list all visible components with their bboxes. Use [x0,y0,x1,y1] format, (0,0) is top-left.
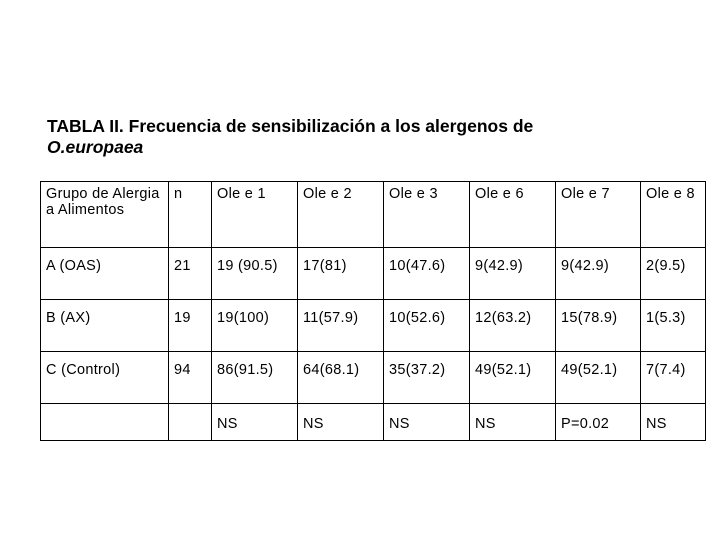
table-cell [169,404,212,441]
header-cell-ole-e-2: Ole e 2 [298,182,384,248]
header-cell-ole-e-3: Ole e 3 [384,182,470,248]
table-row [41,352,706,404]
table-cell: 15(78.9) [556,300,641,352]
table-cell: 86(91.5) [212,352,298,404]
table-cell: 94 [169,352,212,404]
header-cell-ole-e-8: Ole e 8 [641,182,706,248]
table-cell: 10(47.6) [384,248,470,300]
header-cell-ole-e-1: Ole e 1 [212,182,298,248]
table-cell: 64(68.1) [298,352,384,404]
caption-text: TABLA II. Frecuencia de sensibilización a los alergenos de [47,116,534,136]
table-cell: 19(100) [212,300,298,352]
sensitization-table [40,181,706,441]
table-cell: 19 (90.5) [212,248,298,300]
table-cell: 10(52.6) [384,300,470,352]
caption-species: O.europaea [47,137,144,157]
table-cell: 19 [169,300,212,352]
table-cell: 9(42.9) [556,248,641,300]
table-row [41,300,706,352]
header-cell-n: n [169,182,212,248]
significance-row [41,404,706,441]
table-cell: B (AX) [41,300,169,352]
table-cell: 49(52.1) [556,352,641,404]
table-cell: 12(63.2) [470,300,556,352]
header-cell-group: Grupo de Alergia a Alimentos [41,182,169,248]
table-cell: P=0.02 [556,404,641,441]
table-cell: NS [470,404,556,441]
table-cell: C (Control) [41,352,169,404]
header-cell-ole-e-7: Ole e 7 [556,182,641,248]
table-cell: NS [212,404,298,441]
table-cell: NS [298,404,384,441]
table-cell: 49(52.1) [470,352,556,404]
table-cell: A (OAS) [41,248,169,300]
header-row [41,182,706,248]
table-cell: 9(42.9) [470,248,556,300]
table-cell: 1(5.3) [641,300,706,352]
table-cell [41,404,169,441]
table-caption [47,116,687,158]
table-cell: NS [384,404,470,441]
table-cell: 7(7.4) [641,352,706,404]
table-cell: 21 [169,248,212,300]
table-row [41,248,706,300]
header-cell-ole-e-6: Ole e 6 [470,182,556,248]
table-cell: 35(37.2) [384,352,470,404]
table-cell: 2(9.5) [641,248,706,300]
table-cell: NS [641,404,706,441]
table-cell: 11(57.9) [298,300,384,352]
table-cell: 17(81) [298,248,384,300]
